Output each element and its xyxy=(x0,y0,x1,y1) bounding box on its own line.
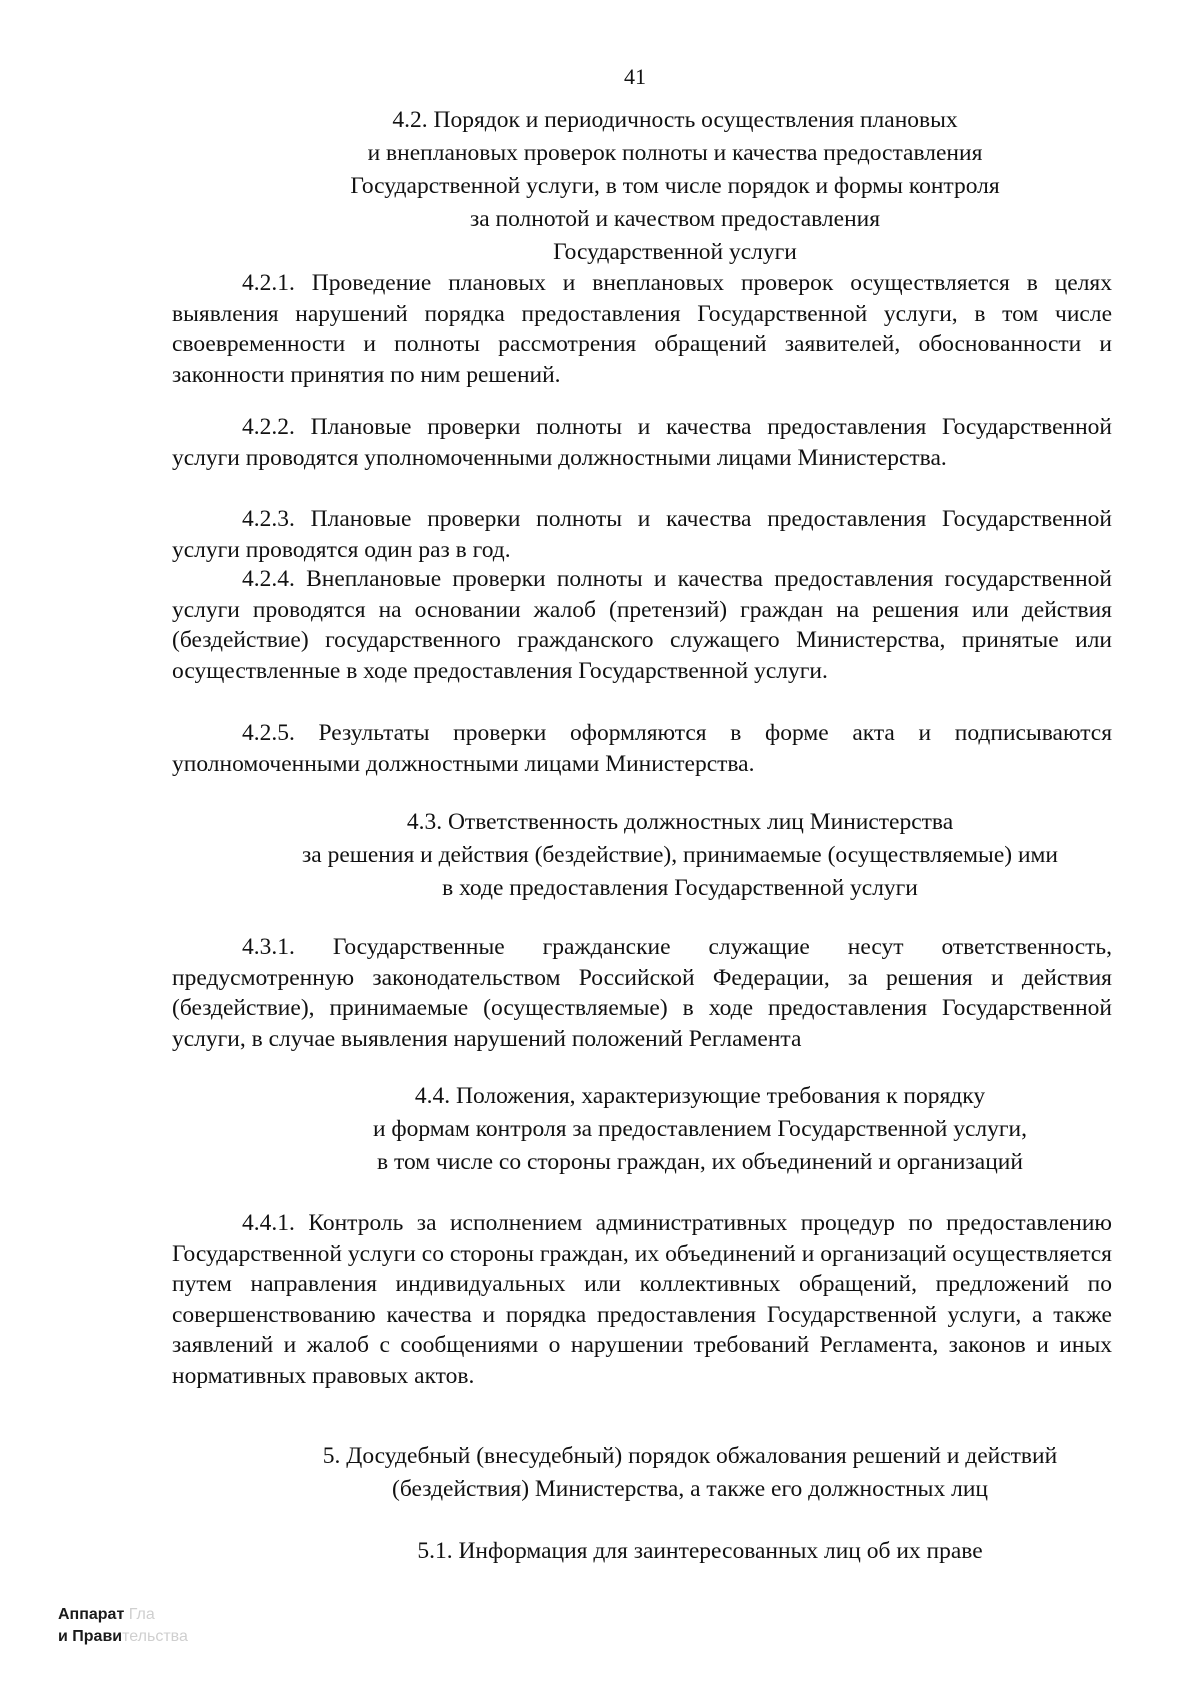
office-stamp xyxy=(58,1604,188,1648)
section-heading-5 xyxy=(230,1440,1150,1506)
stamp-text-faded: тельства xyxy=(122,1628,188,1645)
paragraph-4-3-1: 4.3.1. Государственные гражданские служащие несут ответственность, предусмотренную законодательством Российской Федерации, за решения и действия (бездействие), принимаемые (осуществляемые) в ходе предоставления Государственной услуги, в случае выявления нарушений положений Регламента xyxy=(172,934,1112,1052)
section-heading-5-1 xyxy=(300,1535,1100,1568)
paragraph-4-2-1: 4.2.1. Проведение плановых и внеплановых проверок осуществляется в целях выявления нарушений порядка предоставления Государственной услуги, в том числе своевременности и полноты рассмотрения обращений заявителей, обоснованности и законности принятия по ним решений. xyxy=(172,270,1112,388)
heading-line: и формам контроля за предоставлением Государственной услуги, xyxy=(372,1116,1027,1142)
stamp-text-faded: Гла xyxy=(128,1606,155,1623)
heading-line: в том числе со стороны граждан, их объединений и организаций xyxy=(377,1149,1023,1175)
heading-line: в ходе предоставления Государственной услуги xyxy=(442,875,918,901)
heading-line: за полнотой и качеством предоставления xyxy=(469,206,881,232)
heading-line: 4.2. Порядок и периодичность осуществления плановых xyxy=(392,107,958,133)
heading-line: за решения и действия (бездействие), принимаемые (осуществляемые) ими xyxy=(302,842,1058,868)
heading-line: 4.3. Ответственность должностных лиц Министерства xyxy=(406,809,954,835)
section-heading-4-4 xyxy=(270,1080,1130,1179)
stamp-text: Аппарат xyxy=(58,1606,125,1623)
paragraph-4-2-2: 4.2.2. Плановые проверки полноты и качества предоставления Государственной услуги проводятся уполномоченными должностными лицами Министерства. xyxy=(172,414,1112,471)
heading-line: (бездействия) Министерства, а также его должностных лиц xyxy=(392,1476,988,1502)
page-number: 41 xyxy=(624,64,646,89)
heading-line: 5.1. Информация для заинтересованных лиц об их праве xyxy=(417,1538,983,1564)
heading-line: 5. Досудебный (внесудебный) порядок обжалования решений и действий xyxy=(322,1443,1058,1469)
paragraph-4-4-1: 4.4.1. Контроль за исполнением административных процедур по предоставлению Государственной услуги со стороны граждан, их объединений и организаций осуществляется путем направления индивидуальных или коллективных обращений, предложений по совершенствованию качества и порядка предоставления Государственной услуги, а также заявлений и жалоб с сообщениями о нарушении требований Регламента, законов и иных нормативных правовых актов. xyxy=(172,1210,1112,1389)
heading-line: 4.4. Положения, характеризующие требования к порядку xyxy=(414,1083,986,1109)
paragraph-4-2-3: 4.2.3. Плановые проверки полноты и качества предоставления Государственной услуги проводятся один раз в год. xyxy=(172,506,1112,563)
heading-line: и внеплановых проверок полноты и качества предоставления xyxy=(367,140,983,166)
paragraph-4-2-4: 4.2.4. Внеплановые проверки полноты и качества предоставления государственной услуги проводятся на основании жалоб (претензий) граждан на решения или действия (бездействие) государственного гражданского служащего Министерства, принятые или осуществленные в ходе предоставления Государственной услуги. xyxy=(172,566,1112,684)
stamp-text: и Прави xyxy=(58,1628,123,1645)
section-heading-4-3 xyxy=(230,806,1130,905)
section-heading-4-2 xyxy=(280,104,1070,269)
heading-line: Государственной услуги, в том числе порядок и формы контроля xyxy=(350,173,1000,199)
paragraph-4-2-5: 4.2.5. Результаты проверки оформляются в форме акта и подписываются уполномоченными должностными лицами Министерства. xyxy=(172,720,1112,777)
heading-line: Государственной услуги xyxy=(553,239,797,265)
